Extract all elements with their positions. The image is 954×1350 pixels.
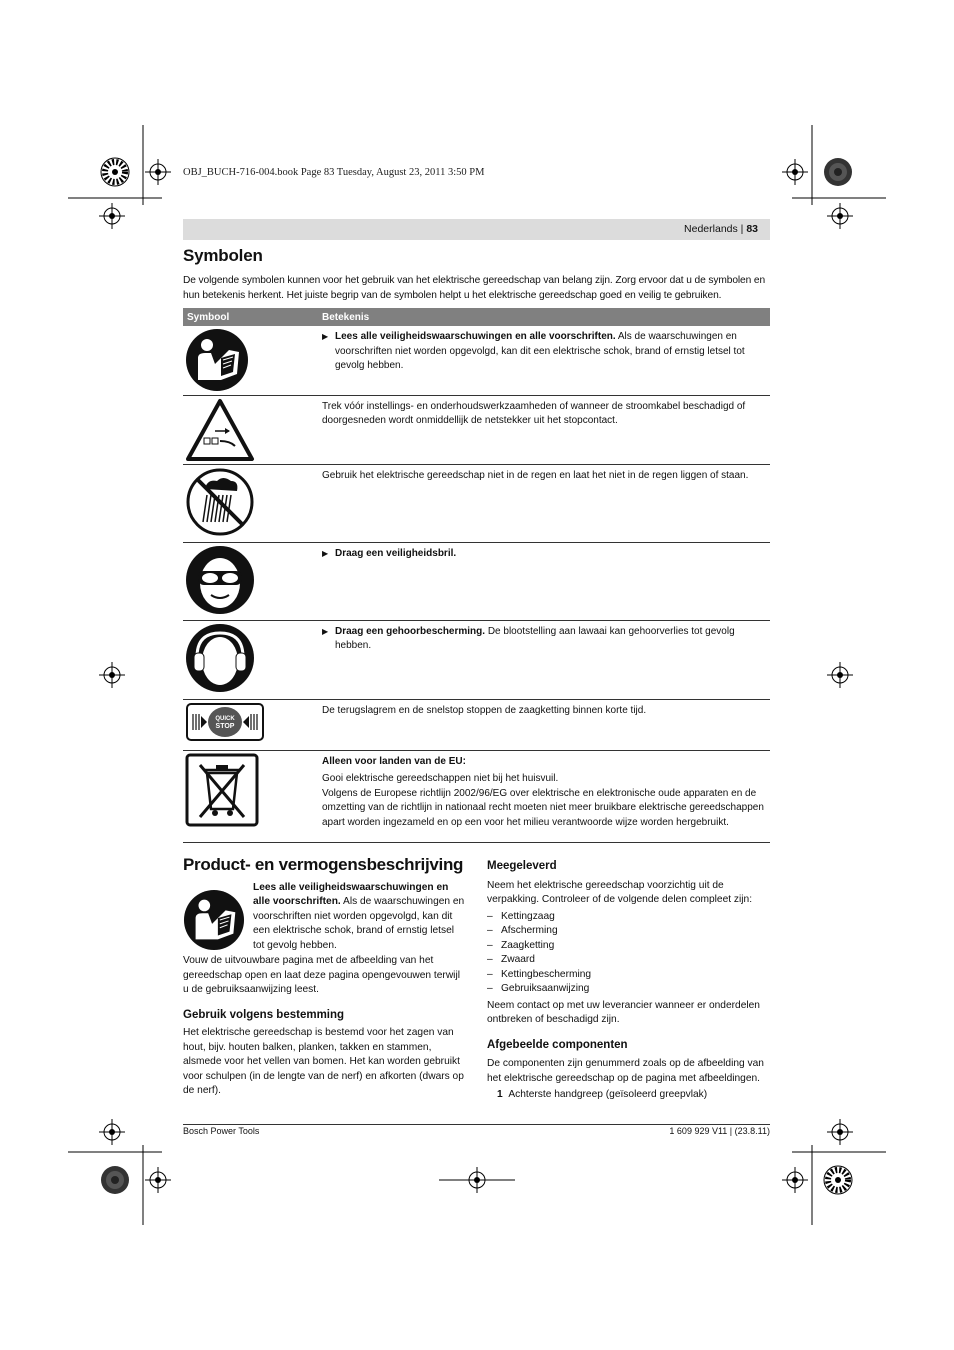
component-number: 1 [497,1089,503,1100]
ear-protection-icon [185,623,255,693]
meaning-text: Trek vóór instellings- en onderhoudswerkzaamheden of wanneer de stroomkabel beschadigd of doorgesneden wordt onmiddellijk de netstekker uit het stopcontact. [322,400,746,426]
read-manual-icon [183,889,245,951]
list-item: – Zwaard [487,954,535,965]
meaning-text: De blootstelling aan lawaai kan gehoorverlies tot gevolg hebben. [335,625,735,651]
symbols-title: Symbolen [183,246,263,265]
list-item: – Afscherming [487,925,558,936]
meaning-text: De terugslagrem en de snelstop stoppen de zaagketting binnen korte tijd. [322,704,647,716]
meaning-bold: Draag een gehoorbescherming. [335,625,486,637]
component-label: Achterste handgreep (geïsoleerd greepvlak) [508,1089,708,1100]
components-heading: Afgebeelde componenten [487,1038,628,1051]
bullet-arrow-icon: ▶ [322,626,329,636]
component-item [487,1088,770,1103]
symbols-table [183,308,770,843]
table-row [183,326,770,395]
read-manual-icon [185,328,249,392]
list-item: – Zaagketting [487,939,555,951]
footer-divider [183,1124,770,1125]
meaning-cell [318,464,770,542]
warning-bold: Lees alle veiligheidswaarschuwingen en alle voorschriften. [253,881,449,907]
table-row [183,464,770,542]
supplied-outro: Neem contact op met uw leverancier wanneer er onderdelen ontbreken of beschadigd zijn. [487,999,760,1025]
col-meaning-header: Betekenis [318,308,770,326]
left-column [183,855,466,1099]
no-rain-icon [185,467,255,537]
meaning-text: Als de waarschuwingen en voorschriften niet worden opgevolgd, kan dit een elektrische schok, brand of ernstig letsel tot gevolg hebben. [335,331,745,371]
unplug-warning-icon [185,398,255,462]
quick-stop-label-2: STOP [215,722,235,730]
meaning-bold: Lees alle veiligheidswaarschuwingen en alle voorschriften. [335,331,616,342]
product-title: Product- en vermogensbeschrijving [183,855,464,874]
meaning-cell [318,620,770,699]
fold-out-text: Vouw de uitvouwbare pagina met de afbeelding van het gereedschap open en laat deze pagina opengevouwen terwijl u de gebruiksaanwijzing leest. [183,955,460,995]
page-header [183,219,770,240]
footer-doc-number: 1 609 929 V11 | (23.8.11) [669,1126,770,1136]
bullet-arrow-icon: ▶ [322,548,329,558]
meaning-cell [318,542,770,620]
list-item: – Kettingzaag [487,910,555,922]
printer-info-line: OBJ_BUCH-716-004.book Page 83 Tuesday, August 23, 2011 3:50 PM [183,167,485,178]
table-row [183,542,770,620]
table-row [183,699,770,750]
supplied-list [487,910,770,997]
safety-goggles-icon [185,545,255,615]
symbols-intro: De volgende symbolen kunnen voor het gebruik van het elektrische gereedschap van belang zijn. Zorg ervoor dat u de symbolen en hun betekenis herkent. Het juiste begrip van de symbolen helpt u het elektrische gereedschap goed en veilig te gebruiken. [183,275,766,301]
warning-text: Als de waarschuwingen en voorschriften niet worden opgevolgd, kan dit een elektrische schok, brand of ernstig letsel tot gevolg hebben. [253,896,465,951]
meaning-bold: Draag een veiligheidsbril. [335,547,457,559]
warning-block [183,881,466,954]
intended-use-text: Het elektrische gereedschap is bestemd voor het zagen van hout, bijv. houten balken, planken, takken en stammen, alsmede voor het vellen van bomen. Het kan worden gebruikt voor schulpen (in de lengte van de nerf) en afkorten (dwars op de nerf). [183,1027,464,1096]
weee-bin-icon [185,753,259,827]
table-row [183,620,770,699]
meaning-cell [318,750,770,842]
meaning-text: Gebruik het elektrische gereedschap niet in de regen en laat het niet in de regen liggen of staan. [322,469,749,481]
intended-use-heading: Gebruik volgens bestemming [183,1008,345,1021]
meaning-cell [318,395,770,464]
bullet-arrow-icon: ▶ [322,332,329,341]
header-language: Nederlands [684,223,738,235]
quick-stop-label-1: QUICK [215,715,235,722]
meaning-cell [318,326,770,395]
footer-brand: Bosch Power Tools [183,1126,260,1136]
header-label: Nederlands | 83 [684,223,758,235]
page-number: 83 [746,223,758,235]
meaning-bold: Alleen voor landen van de EU: [322,755,466,767]
col-symbol-header: Symbool [183,308,318,326]
supplied-intro: Neem het elektrische gereedschap voorzichtig uit de verpakking. Controleer of de volgende delen compleet zijn: [487,879,753,905]
list-item: – Gebruiksaanwijzing [487,983,590,994]
table-row [183,395,770,464]
meaning-cell [318,699,770,750]
components-intro: De componenten zijn genummerd zoals op de afbeelding van het elektrische gereedschap op de pagina met afbeeldingen. [487,1058,764,1084]
supplied-heading: Meegeleverd [487,860,557,872]
meaning-text: Gooi elektrische gereedschappen niet bij het huisvuil. Volgens de Europese richtlijn 2002/96/EG over elektrische en elektronische oude apparaten en de omzetting van de richtlijn in nationaal recht moeten niet meer bruikbare elektrische gereedschappen apart worden ingezameld en op een voor het milieu verantwoorde wijze worden hergebruikt. [322,773,764,828]
right-column [487,859,770,1103]
list-item: – Kettingbescherming [487,968,592,980]
table-row [183,750,770,842]
quick-stop-icon [185,702,265,742]
